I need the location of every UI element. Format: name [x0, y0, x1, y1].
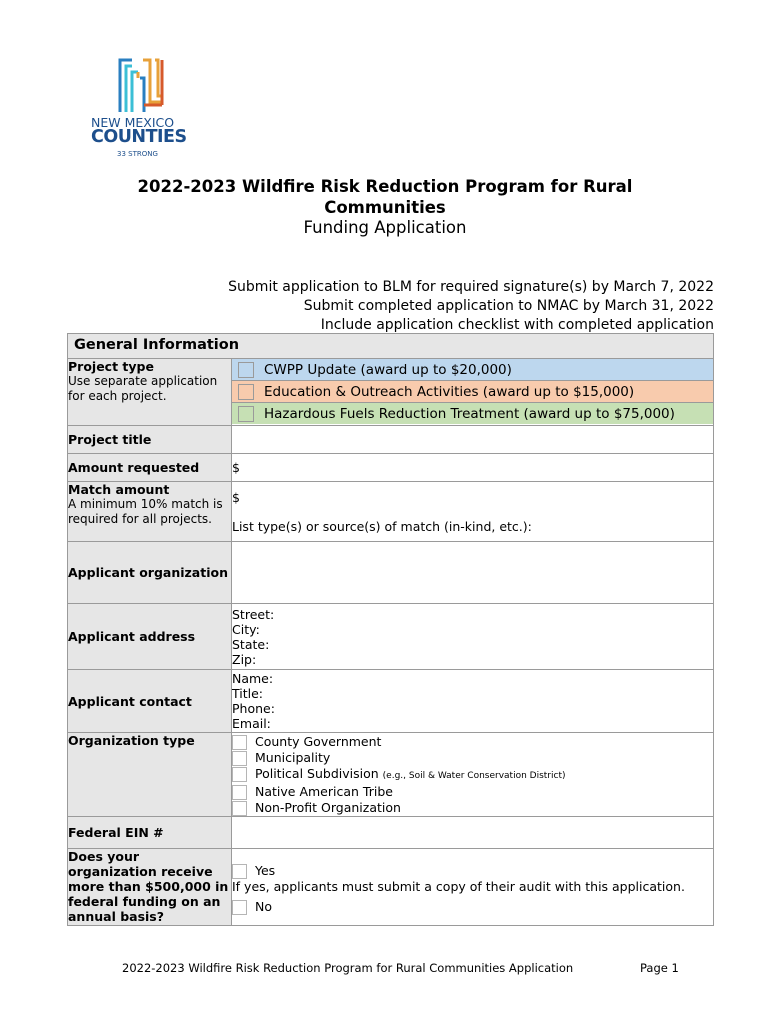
instruction-line: Include application checklist with completed application [320, 317, 714, 333]
project-type-option-fuels[interactable] [232, 403, 713, 424]
footer-text: 2022-2023 Wildfire Risk Reduction Program for Rural Communities Application [122, 961, 574, 975]
match-source-label: List type(s) or source(s) of match (in-kind, etc.): [232, 519, 532, 534]
applicant-contact-label: Applicant contact [68, 670, 232, 733]
ein-label: Federal EIN # [68, 817, 232, 849]
address-zip: Zip: [232, 652, 257, 667]
option-label: Yes [255, 863, 276, 878]
option-label: Education & Outreach Activities (award up to $15,000) [264, 383, 635, 400]
project-type-label: Project type [68, 359, 154, 374]
instruction-line: Submit application to BLM for required signature(s) by March 7, 2022 [228, 279, 714, 295]
applicant-contact-field[interactable] [232, 670, 714, 733]
contact-phone: Phone: [232, 701, 275, 716]
option-label: County Government [255, 734, 382, 749]
applicant-address-label: Applicant address [68, 604, 232, 670]
option-note: (e.g., Soil & Water Conservation District) [382, 771, 566, 781]
org-type-label: Organization type [68, 733, 232, 817]
checkbox[interactable] [232, 864, 247, 879]
federal-funding-no[interactable] [232, 899, 713, 915]
checkbox[interactable] [232, 751, 247, 766]
checkbox[interactable] [232, 785, 247, 800]
org-type-option[interactable] [232, 800, 713, 816]
checkbox[interactable] [232, 801, 247, 816]
org-type-option[interactable] [232, 734, 713, 750]
instruction-line: Submit completed application to NMAC by March 31, 2022 [303, 298, 714, 314]
option-label: Municipality [255, 750, 331, 765]
contact-email: Email: [232, 716, 271, 731]
general-information-table [67, 333, 714, 926]
document-subtitle: Funding Application [303, 218, 467, 237]
match-amount-label: Match amount [68, 482, 170, 497]
document-title [68, 176, 702, 218]
address-state: State: [232, 637, 270, 652]
ein-field[interactable] [232, 817, 714, 849]
match-amount-value: $ [232, 490, 240, 505]
option-label: CWPP Update (award up to $20,000) [264, 361, 512, 378]
section-header: General Information [68, 334, 714, 359]
contact-title: Title: [232, 686, 263, 701]
project-type-note: Use separate application for each project. [68, 374, 218, 403]
project-type-label-cell [68, 359, 232, 426]
project-title-label: Project title [68, 426, 232, 454]
amount-requested-label: Amount requested [68, 454, 232, 482]
checkbox[interactable] [238, 384, 254, 400]
address-city: City: [232, 622, 260, 637]
contact-name: Name: [232, 671, 274, 686]
title-line-1: 2022-2023 Wildfire Risk Reduction Program for Rural [137, 177, 633, 196]
org-type-option[interactable] [232, 750, 713, 766]
option-label: Political Subdivision [255, 766, 379, 781]
title-line-2: Communities [324, 198, 446, 217]
option-label: No [255, 899, 272, 914]
federal-funding-options [232, 849, 714, 926]
match-amount-note: A minimum 10% match is required for all projects. [68, 497, 223, 526]
checkbox[interactable] [232, 735, 247, 750]
applicant-address-field[interactable] [232, 604, 714, 670]
project-title-field[interactable] [232, 426, 714, 454]
applicant-org-label: Applicant organization [68, 542, 232, 604]
option-label: Hazardous Fuels Reduction Treatment (award up to $75,000) [264, 405, 675, 422]
amount-requested-field[interactable]: $ [232, 454, 714, 482]
page-number: Page 1 [640, 961, 679, 975]
project-type-options [232, 359, 714, 426]
org-type-option[interactable] [232, 766, 713, 784]
checkbox[interactable] [238, 406, 254, 422]
org-type-options [232, 733, 714, 817]
match-amount-label-cell [68, 482, 232, 542]
federal-funding-yes[interactable] [232, 863, 713, 879]
address-street: Street: [232, 607, 275, 622]
federal-funding-note: If yes, applicants must submit a copy of their audit with this application. [232, 879, 685, 894]
match-amount-field[interactable] [232, 482, 714, 542]
logo-text-tagline: 33 STRONG [117, 150, 158, 158]
logo-text-new-mexico: NEW MEXICO [91, 115, 175, 130]
checkbox[interactable] [232, 900, 247, 915]
org-type-option[interactable] [232, 784, 713, 800]
federal-funding-label: Does your organization receive more than $500,000 in federal funding on an annual basis? [68, 849, 232, 926]
project-type-option-education[interactable] [232, 381, 713, 403]
applicant-org-field[interactable] [232, 542, 714, 604]
option-label: Native American Tribe [255, 784, 393, 799]
checkbox[interactable] [238, 362, 254, 378]
project-type-option-cwpp[interactable] [232, 359, 713, 381]
option-label: Non-Profit Organization [255, 800, 401, 815]
checkbox[interactable] [232, 767, 247, 782]
logo-text-counties: COUNTIES [91, 127, 187, 147]
